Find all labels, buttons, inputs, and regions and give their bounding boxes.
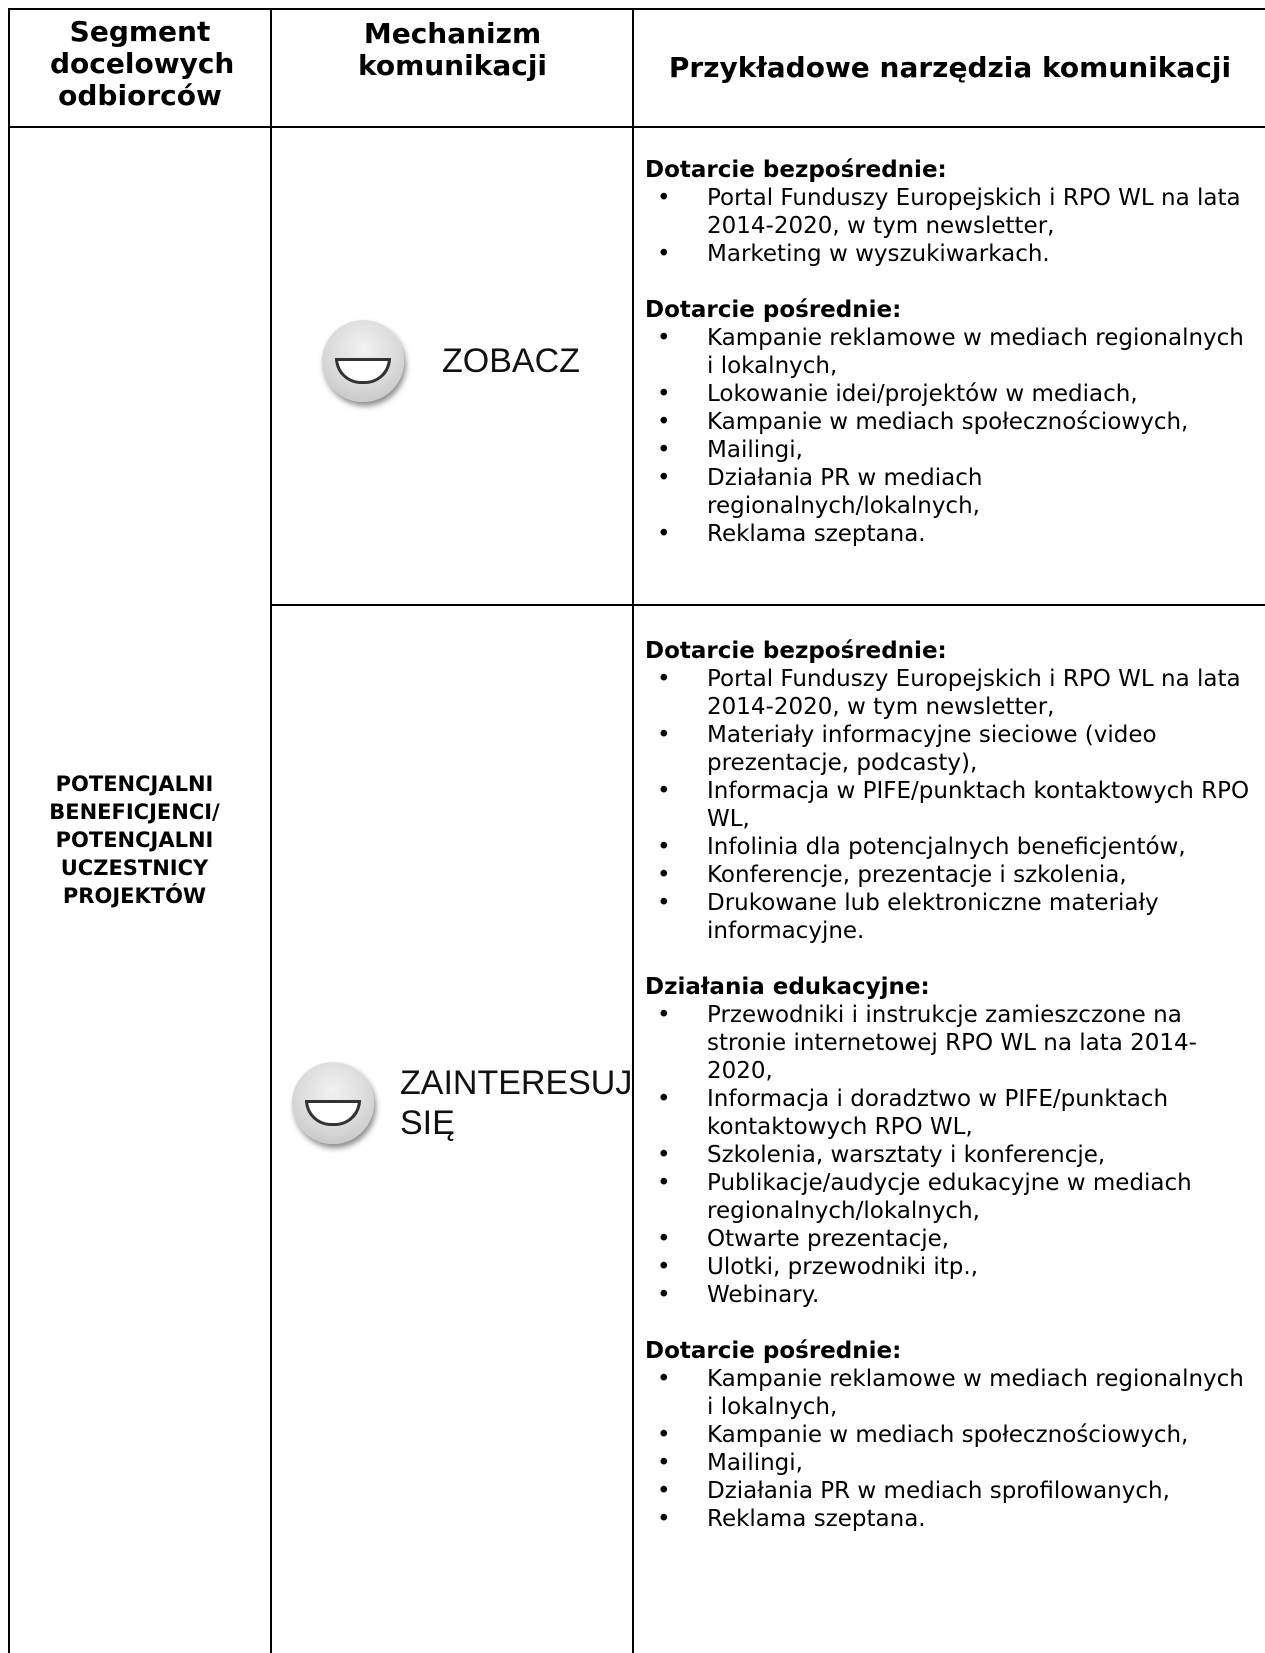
column-divider-2 [632, 8, 634, 1653]
list-item: • Publikacje/audycje edukacyjne w mediach regionalnych/lokalnych, [645, 1169, 1250, 1225]
group-title: Dotarcie pośrednie: [645, 1338, 902, 1364]
list-item: • Mailingi, [645, 1449, 1250, 1477]
group-title: Dotarcie bezpośrednie: [645, 157, 947, 183]
list-item: • Kampanie reklamowe w mediach regionalnych i lokalnych, [645, 1365, 1250, 1421]
tool-list [645, 665, 1250, 945]
list-item: • Portal Funduszy Europejskich i RPO WL na lata 2014-2020, w tym newsletter, [645, 184, 1250, 240]
list-item: • Marketing w wyszukiwarkach. [645, 240, 1250, 268]
list-item: • Drukowane lub elektroniczne materiały informacyjne. [645, 889, 1250, 945]
column-divider-1 [270, 8, 272, 1653]
list-item: • Kampanie w mediach społecznościowych, [645, 1421, 1250, 1449]
list-item: • Konferencje, prezentacje i szkolenia, [645, 861, 1250, 889]
list-item: • Lokowanie idei/projektów w mediach, [645, 380, 1250, 408]
tool-list [645, 324, 1250, 548]
group-title: Dotarcie bezpośrednie: [645, 638, 947, 664]
list-item: • Informacja w PIFE/punktach kontaktowych RPO WL, [645, 777, 1250, 833]
list-item: • Działania PR w mediach sprofilowanych, [645, 1477, 1250, 1505]
list-item: • Szkolenia, warsztaty i konferencje, [645, 1141, 1250, 1169]
half-smile-circle-icon [322, 320, 404, 402]
header-tools: Przykładowe narzędzia komunikacji [668, 51, 1232, 84]
list-item: • Materiały informacyjne sieciowe (video prezentacje, podcasty), [645, 721, 1250, 777]
mechanism-label: ZOBACZ [442, 342, 580, 380]
table-border-top [8, 8, 1265, 10]
mechanism-label: ZAINTERESUJ SIĘ [400, 1064, 633, 1142]
half-smile-circle-icon [292, 1062, 374, 1144]
list-item: • Reklama szeptana. [645, 520, 1250, 548]
list-item: • Reklama szeptana. [645, 1505, 1250, 1533]
list-item: • Kampanie reklamowe w mediach regionalnych i lokalnych, [645, 324, 1250, 380]
list-item: • Ulotki, przewodniki itp., [645, 1253, 1250, 1281]
header-mechanism: Mechanizm komunikacji [357, 17, 548, 82]
header-divider [8, 126, 1265, 128]
segment-label: POTENCJALNI BENEFICJENCI/ POTENCJALNI UCZESTNICY PROJEKTÓW [49, 772, 220, 908]
list-item: • Przewodniki i instrukcje zamieszczone na stronie internetowej RPO WL na lata 2014-2020, [645, 1001, 1250, 1085]
list-item: • Infolinia dla potencjalnych beneficjentów, [645, 833, 1250, 861]
row-divider [270, 604, 1265, 606]
mechanism-zainteresuj [292, 1062, 633, 1144]
list-item: • Webinary. [645, 1281, 1250, 1309]
tool-list [645, 184, 1250, 268]
tools-zainteresuj [645, 637, 1250, 1561]
list-item: • Kampanie w mediach społecznościowych, [645, 408, 1250, 436]
list-item: • Informacja i doradztwo w PIFE/punktach kontaktowych RPO WL, [645, 1085, 1250, 1141]
header-segment: Segment docelowych odbiorców [50, 15, 235, 112]
tool-list [645, 1001, 1250, 1309]
list-item: • Działania PR w mediach regionalnych/lokalnych, [645, 464, 1250, 520]
tool-list [645, 1365, 1250, 1533]
list-item: • Mailingi, [645, 436, 1250, 464]
list-item: • Portal Funduszy Europejskich i RPO WL na lata 2014-2020, w tym newsletter, [645, 665, 1250, 721]
group-title: Działania edukacyjne: [645, 974, 930, 1000]
mechanism-zobacz [322, 320, 580, 402]
group-title: Dotarcie pośrednie: [645, 297, 902, 323]
list-item: • Otwarte prezentacje, [645, 1225, 1250, 1253]
tools-zobacz [645, 156, 1250, 576]
